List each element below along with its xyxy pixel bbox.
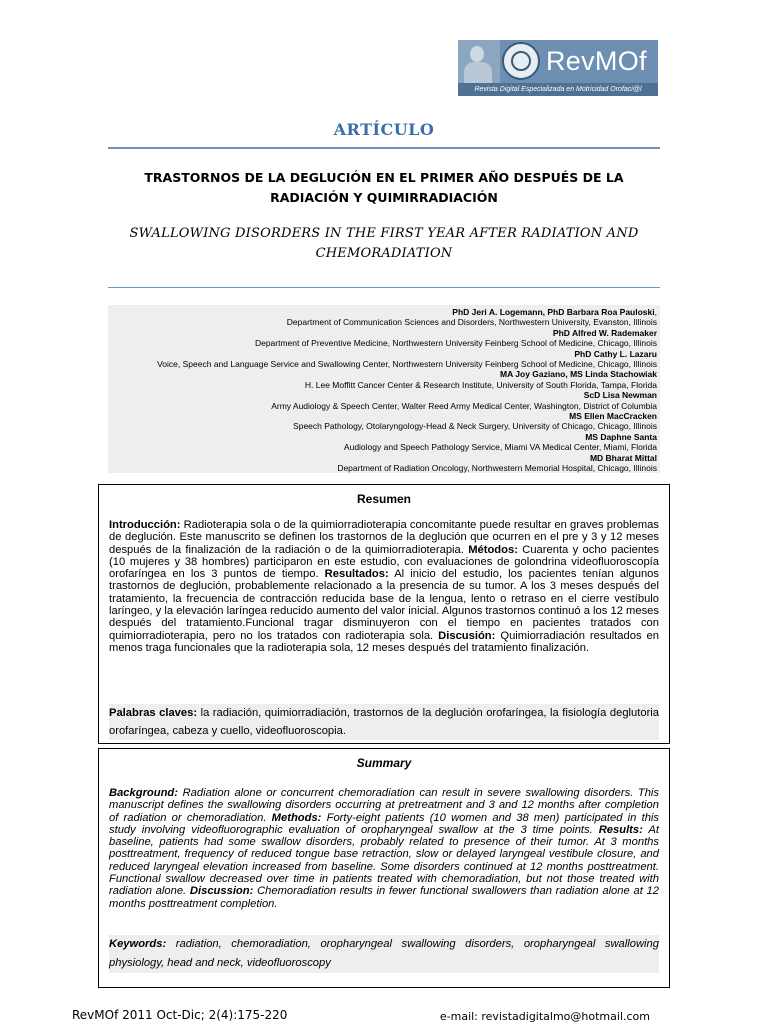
author-affiliation: Department of Communication Sciences and Disorders, Northwestern University, Evanston, Illinois bbox=[286, 317, 657, 328]
methods-label: Methods: bbox=[271, 811, 322, 824]
author-names: MS Ellen MacCracken bbox=[569, 411, 657, 422]
author-names: PhD Cathy L. Lazaru bbox=[574, 348, 657, 359]
author-names: ScD Lisa Newman bbox=[583, 390, 657, 401]
methods-label: Métodos: bbox=[468, 543, 518, 556]
title-spanish: TRASTORNOS DE LA DEGLUCIÓN EN EL PRIMER AÑO DESPUÉS DE LA RADIACIÓN Y QUIMIRRADIACIÓN bbox=[144, 170, 624, 205]
author-names: MA Joy Gaziano, MS Linda Stachowiak bbox=[500, 369, 657, 380]
divider bbox=[108, 147, 660, 149]
discussion-label: Discussion: bbox=[189, 885, 254, 898]
discussion-label: Discusión: bbox=[438, 629, 496, 642]
results-label: Results: bbox=[598, 823, 643, 836]
background-label: Background: bbox=[109, 787, 178, 799]
summary-heading: Summary bbox=[356, 756, 412, 770]
author-names: MD Bharat Mittal bbox=[589, 452, 657, 463]
author-affiliation: Army Audiology & Speech Center, Walter Reed Army Medical Center, Washington, District of Columbia bbox=[271, 400, 657, 411]
divider bbox=[108, 287, 660, 288]
footer-email: e-mail: revistadigitalmo@hotmail.com bbox=[439, 1010, 650, 1023]
author-affiliation: Speech Pathology, Otolaryngology-Head & Neck Surgery, University of Chicago, Chicago, Illinois bbox=[293, 421, 657, 432]
author-affiliation: H. Lee Moffitt Cancer Center & Research Institute, University of South Florida, Tampa, Florida bbox=[304, 379, 657, 390]
author-names: PhD Jeri A. Logemann, PhD Barbara Roa Pauloski bbox=[452, 307, 655, 317]
journal-emblem-icon bbox=[502, 42, 540, 80]
portrait-image bbox=[458, 40, 500, 84]
author-names: MS Daphne Santa bbox=[585, 431, 657, 442]
resumen-body: Introducción: Radioterapia sola o de la quimiorradioterapia concomitante puede resultar en graves problemas de deglución. Este manuscrito se definen los trastornos de la deglución que ocurren en el pre y 3 y 12 meses después de la finalización de la radiación o de la quimiorradioterapia. Métodos: Cuarenta y ocho pacientes (10 mujeres y 38 hombres) participaron en este estudio, con evaluaciones de golondrina videofluoroscopía orofaríngea en los 3 puntos de tiempo. Resultados: Al inicio del estudio, los pacientes tenían algunos trastornos de deglución, probablemente relacionado a la presencia de su tumor. A los 3 meses después del tratamiento, la frecuencia de contracción reducida base de la lengua, lento o retraso en el cierre vestíbulo laríngeo, y la elevación laríngea reducido aumento del valor inicial. Algunos trastornos continuó a los 12 meses después del tratamiento.Funcional tragar disminuyeron con el tiempo en pacientes tratados con quimiorradioterapia, pero no los tratados con radioterapia sola. Discusión: Quimiorradiación resultados en menos traga funcionales que la radioterapia sola, 12 meses después del tratamiento finalización. bbox=[109, 519, 659, 654]
title-english: SWALLOWING DISORDERS IN THE FIRST YEAR AFTER RADIATION AND CHEMORADIATION bbox=[129, 226, 639, 261]
results-label: Resultados: bbox=[324, 568, 389, 581]
author-affiliation: Audiology and Speech Pathology Service, Miami VA Medical Center, Miami, Florida bbox=[343, 442, 657, 453]
intro-label: Introducción: bbox=[109, 519, 181, 531]
resumen-heading: Resumen bbox=[356, 492, 412, 506]
journal-brand: RevMOf bbox=[546, 46, 647, 76]
resumen-keywords: Palabras claves: la radiación, quimiorradiación, trastornos de la deglución orofaríngea, la fisiología deglutoria orofaríngea, cabeza y cuello, videofluoroscopia. bbox=[109, 704, 659, 740]
author-affiliation: Department of Preventive Medicine, Northwestern University Feinberg School of Medicine, Chicago, Illinois bbox=[254, 338, 657, 349]
author-affiliation: Voice, Speech and Language Service and Swallowing Center, Northwestern University Feinberg School of Medicine, Chicago, Illinois bbox=[157, 359, 657, 370]
keywords-label: Palabras claves: bbox=[109, 707, 198, 719]
footer-citation: RevMOf 2011 Oct-Dic; 2(4):175-220 bbox=[72, 1008, 288, 1022]
author-names: PhD Alfred W. Rademaker bbox=[552, 327, 657, 338]
journal-tagline: Revista Digital Especializada en Motricidad Orofaci@l bbox=[458, 83, 658, 96]
summary-body: Background: Radiation alone or concurrent chemoradiation can result in severe swallowing disorders. This manuscript defines the swallowing disorders occurring at pretreatment and 3 and 12 months after completion of radiation or chemoradiation. Methods: Forty-eight patients (10 women and 38 men) participated in this study involving videofluorographic evaluation of oropharyngeal swallow at the 3 time points. Results: At baseline, patients had some swallow disorders, probably related to presence of their tumor. At 3 months posttreatment, frequency of reduced tongue base retraction, slow or delayed laryngeal vestibule closure, and reduced laryngeal elevation increased from baseline. Some disorders continued at 12 months posttreatment. Functional swallow decreased over time in patients treated with chemoradiation, but not those treated with radiation alone. Discussion: Chemoradiation results in fewer functional swallowers than radiation alone at 12 months posttreatment completion. bbox=[109, 787, 659, 910]
resumen-box bbox=[98, 484, 670, 744]
journal-logo bbox=[458, 40, 658, 96]
summary-box bbox=[98, 748, 670, 988]
author-list bbox=[108, 305, 660, 473]
author-entry: PhD Jeri A. Logemann, PhD Barbara Roa Pauloski, bbox=[452, 307, 657, 317]
summary-keywords: Keywords: radiation, chemoradiation, oropharyngeal swallowing disorders, oropharyngeal swallowing physiology, head and neck, videofluoroscopy bbox=[109, 935, 659, 973]
section-label: ARTÍCULO bbox=[333, 120, 435, 139]
keywords-label: Keywords: bbox=[109, 938, 167, 950]
author-affiliation: Department of Radiation Oncology, Northwestern Memorial Hospital, Chicago, Illinois bbox=[337, 463, 657, 474]
